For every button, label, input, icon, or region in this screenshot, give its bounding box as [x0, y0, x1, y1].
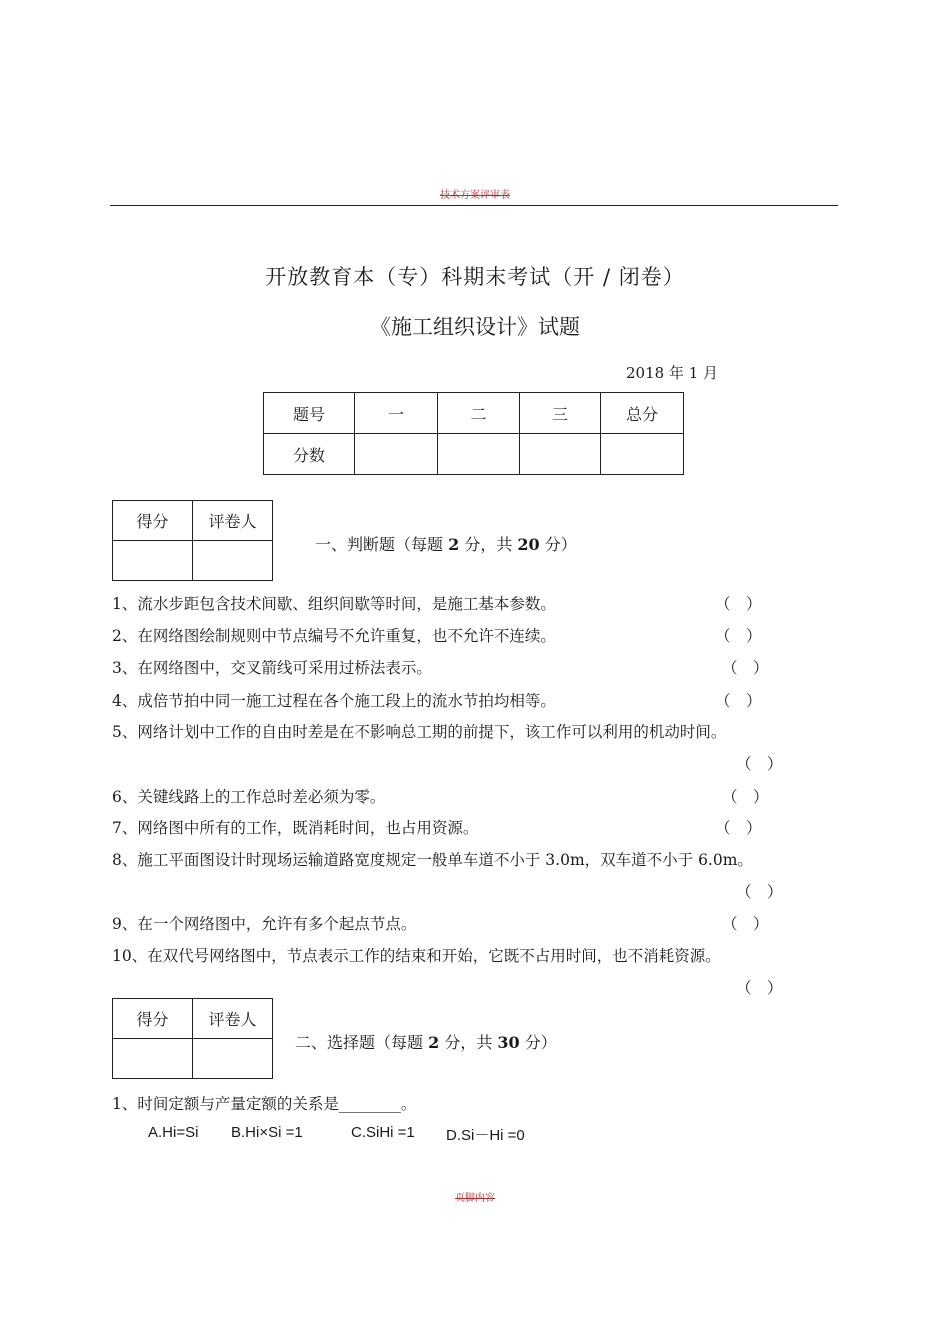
question-6: 6、关键线路上的工作总时差必须为零。	[112, 788, 386, 806]
answer-paren: （ ）	[722, 788, 769, 806]
choice-option-a: A.Hi=Si	[148, 1124, 199, 1141]
section-1-heading: 一、判断题（每题 2 分，共 20 分）	[315, 535, 577, 554]
score-cell: 分数	[264, 434, 355, 475]
choice-option-b: B.Hi×Si =1	[231, 1124, 303, 1141]
grader-name-label: 评卷人	[193, 999, 273, 1039]
score-input-cell	[355, 434, 438, 475]
question-7: 7、网络图中所有的工作，既消耗时间，也占用资源。	[112, 819, 479, 837]
answer-paren: （ ）	[715, 692, 762, 710]
exam-subtitle: 《施工组织设计》试题	[370, 315, 580, 339]
grader-name-label: 评卷人	[193, 501, 273, 541]
answer-paren: （ ）	[715, 627, 762, 645]
header-note: 技术方案评审表	[440, 190, 510, 201]
grader-score-cell	[113, 1039, 193, 1079]
section-2-heading: 二、选择题（每题 2 分，共 30 分）	[295, 1033, 557, 1052]
footer-note: 页脚内容	[455, 1193, 495, 1204]
score-cell: 总分	[601, 393, 684, 434]
answer-paren: （ ）	[715, 595, 762, 613]
question-1: 1、流水步距包含技术间歇、组织间歇等时间，是施工基本参数。	[112, 595, 556, 613]
answer-paren: （ ）	[715, 819, 762, 837]
score-table	[263, 392, 684, 475]
score-table-score-row	[264, 434, 684, 475]
question-3: 3、在网络图中，交叉箭线可采用过桥法表示。	[112, 659, 432, 677]
choice-option-d: D.Si－Hi =0	[446, 1127, 525, 1144]
score-table-header-row	[264, 393, 684, 434]
answer-paren: （ ）	[736, 979, 783, 997]
score-cell: 一	[355, 393, 438, 434]
choice-option-c: C.SiHi =1	[351, 1124, 415, 1141]
answer-paren: （ ）	[736, 883, 783, 901]
score-input-cell	[520, 434, 601, 475]
grader-table-2	[112, 998, 273, 1079]
question-9: 9、在一个网络图中，允许有多个起点节点。	[112, 915, 417, 933]
grader-table-1	[112, 500, 273, 581]
question-8: 8、施工平面图设计时现场运输道路宽度规定一般单车道不小于 3.0m，双车道不小于 6.0m。	[112, 851, 753, 869]
grader-score-label: 得分	[113, 501, 193, 541]
answer-paren: （ ）	[722, 659, 769, 677]
question-4: 4、成倍节拍中同一施工过程在各个施工段上的流水节拍均相等。	[112, 692, 556, 710]
grader-score-label: 得分	[113, 999, 193, 1039]
header-rule	[110, 205, 838, 206]
score-input-cell	[601, 434, 684, 475]
score-cell: 题号	[264, 393, 355, 434]
question-10: 10、在双代号网络图中，节点表示工作的结束和开始，它既不占用时间，也不消耗资源。	[112, 947, 721, 965]
score-cell: 二	[438, 393, 520, 434]
answer-paren: （ ）	[722, 915, 769, 933]
grader-name-cell	[193, 541, 273, 581]
score-input-cell	[438, 434, 520, 475]
score-cell: 三	[520, 393, 601, 434]
grader-name-cell	[193, 1039, 273, 1079]
exam-date: 2018 年 1 月	[626, 364, 719, 382]
grader-score-cell	[113, 541, 193, 581]
exam-title: 开放教育本（专）科期末考试（开 / 闭卷）	[265, 265, 685, 289]
choice-question-1: 1、时间定额与产量定额的关系是________。	[112, 1095, 417, 1113]
question-5: 5、网络计划中工作的自由时差是在不影响总工期的前提下，该工作可以利用的机动时间。	[112, 723, 727, 741]
question-2: 2、在网络图绘制规则中节点编号不允许重复，也不允许不连续。	[112, 627, 556, 645]
answer-paren: （ ）	[736, 755, 783, 773]
